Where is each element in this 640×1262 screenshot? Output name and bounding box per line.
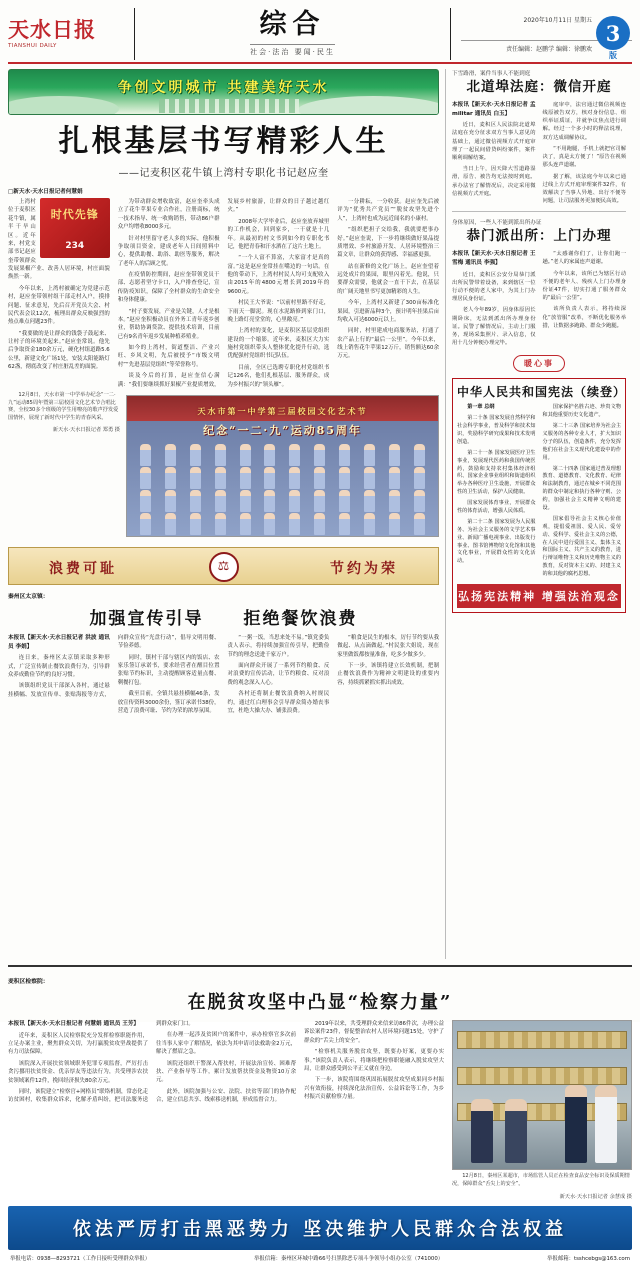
waste-para: 该镇组织党员干部深入各村，通过悬挂横幅、发放宣传单、张贴海报等方式，向群众宣传“光盘行动”，倡导文明用餐、节俭养德。 [8,634,220,698]
market-inspection-photo [452,1020,632,1170]
lead-subhead: ——记麦积区花牛镇上湾村专职化书记赵应奎 [118,168,329,179]
constitution-chapter: 第一章 总纲 [467,404,495,411]
section-title: 综合 [259,9,326,40]
emblem-number: 234 [65,241,85,252]
divider [452,211,626,212]
bottom-para: 该院深入开展扶贫领域职务犯罪专项监督，严厉打击贪污挪用扶贫资金、优亲厚友等违法行为，共受理涉农扶贫领域案件12件，挽回经济损失80余万元。 [8,1060,148,1084]
anti-waste-right-text: 节约为荣 [330,560,398,577]
warm-story-label: 暖心事 [513,355,565,372]
main-column [8,69,446,959]
constitution-article: 国家倡导社会主义核心价值观，提倡爱祖国、爱人民、爱劳动、爱科学、爱社会主义的公德，在人民中进行爱国主义、集体主义和国际主义、共产主义的教育，进行辩证唯物主义和历史唯物主义的教育，反对资本主义的、封建主义的和其他的腐朽思想。 [542,515,621,578]
constitution-title: 中华人民共和国宪法（续登） [457,385,627,400]
page-number-badge: 3 [596,16,630,50]
choir-photo-banner: 天水市第一中学第三届校园文化艺术节 [197,405,368,416]
paper-name-en: TIANSHUI DAILY [8,43,57,50]
page-number-label: 版 [609,51,617,60]
constitution-body [457,404,621,579]
item2-para: 该所负责人表示，将持续深化“放管服”改革，不断优化服务举措，让数据多跑路、群众少跑腿。 [542,306,626,329]
waste-para: 各村还将制止餐饮浪费纳入村规民约，通过红白理事会引导群众简办婚丧事宜，杜绝大操大办、铺张浪费。 [227,691,330,714]
footer-phone: 举报电话：0938—8293721（工作日接听受理群众举报） [10,1256,151,1262]
footer-contact-info [8,1250,632,1262]
lead-para: 2008年大学毕业后，赵应奎放弃城里的工作机会，回到家乡，一干就是十几年。从最初的村文书到如今的专职化书记，他把青春和汗水洒在了这片土地上。 [227,218,330,250]
choir-crowd-decor [127,444,438,536]
item1-body [452,101,626,205]
lead-para: “一个人富不算富，大家富才是真的富。”这是赵应奎常挂在嘴边的一句话。在他的带动下，上湾村村民人均可支配收入由2015年的4800元增长到2019年的9600元。 [227,255,330,295]
waste-para: “粮食是民生的根本，厉行节约要从我做起、从点滴做起。”村民张大姐说，现在家里做饭都按量准备，吃多少做多少。 [337,634,439,658]
choir-photo [126,395,439,537]
lead-headline: 扎根基层书写精彩人生 [58,124,389,159]
item1-para: “不用跑腿，手机上就把官司解决了，真是太方便了！”原告在视频那头连声道谢。 [542,145,626,169]
lead-para: 一分耕耘，一分收获。赵应奎先后被评为“优秀共产党员”“脱贫攻坚先进个人”，上湾村也成为远近闻名的小康村。 [337,199,439,222]
item2-para: 老人今年89岁，因身体原因长期卧床，无法到派出所办理身份证。民警了解情况后，主动上门服务，现场采集照片、录入信息，仅用十几分钟便办理完毕。 [452,307,536,347]
bottom-para: 近年来，麦积区人民检察院充分发挥检察职能作用，立足办案主业，聚焦群众关切，为打赢脱贫攻坚战提供了有力司法保障。 [8,1032,148,1056]
waste-headline-group [8,604,439,629]
paper-logo [8,6,128,62]
constitution-article: 国家保护名胜古迹、珍贵文物和其他重要历史文化遗产。 [542,404,621,419]
section-header [134,8,451,60]
footer-email: 举报邮箱：tsshcebgs@163.com [547,1256,630,1262]
lead-para: 上湾村位于麦积区花牛镇，属半干旱山区。近年来，村党支部书记赵应奎带领群众发展果椒产业、改善人居环境，村庄面貌焕然一新。 [8,199,110,281]
paper-name-cn: 天水日报 [8,16,96,42]
banner-hill-left-decor [8,96,119,115]
banner-hill-right-decor [298,96,439,115]
item2-para: 近日，麦积区公安分局恭门派出所民警带着设备，来到辖区一位行动不便的老人家中，为其上门办理居民身份证。 [452,271,536,303]
item2-para: “太感谢你们了，让你们跑一趟。”老人的家属连声道谢。 [542,251,626,266]
waste-para: 下一步，该镇将建立长效机制，把制止餐饮浪费作为精神文明建设的重要内容，持续抓紧抓实抓出成效。 [337,663,439,686]
lead-body [8,198,439,389]
waste-para: 连日来，秦州区太京镇采取多种形式，广泛宣传制止餐饮浪费行为，引导群众养成勤俭节约的良好习惯。 [8,655,110,678]
choir-caption-block [8,389,120,433]
choir-credit: 新天水·天水日报记者 郑勇 摄 [52,427,120,434]
bottom-byline: 本报讯【新天水·天水日报记者 何慧娟 通讯员 王芳】 [8,1021,140,1027]
lead-para: 在疫情防控期间，赵应奎带领党员干部、志愿者坚守卡口，入户排查登记，宣传防疫知识，保障了全村群众的生命安全和身体健康。 [117,272,220,304]
choir-caption: 12月8日，天水市第一中学举办纪念“一二·九”运动85周年暨第三届校园文化艺术节合唱比赛，全校30多个班级的学生用嘹亮的歌声抒发爱国情怀，展现了新时代中学生的青春风采。 [8,391,119,422]
pioneer-emblem [40,198,110,258]
bottom-photo-block [452,1020,632,1200]
person-decor [471,1099,493,1163]
item2-byline: 本报讯【新天水·天水日报记者 王雪梅 通讯员 李强】 [452,251,536,266]
item2-body [452,250,626,347]
page-body [8,69,632,959]
lead-para: 上湾村的变化，是麦积区基层党组织建设的一个缩影。近年来，麦积区大力实施村党组织带头人整体优化提升行动，选优配强村党组织书记队伍。 [227,328,330,360]
constitution-article: 第二十二条 国家发展为人民服务、为社会主义服务的文学艺术事业、新闻广播电视事业、出版发行事业、图书馆博物馆文化馆和其他文化事业，开展群众性的文化活动。 [457,518,536,565]
item1-para: 近日，麦积区人民法院北道埠法庭在充分征求双方当事人意见的基础上，通过微信视频方式开庭审理了一起民间借贷纠纷案件，案件顺利调解结案。 [452,122,536,161]
bottom-para: 此外，该院加强与公安、法院、扶贫等部门的协作配合，建立信息共享、线索移送机制，形成监督合力。 [156,1088,296,1103]
shelf-decor [457,1067,627,1085]
lead-para: 针对村里留守老人多的实际，他积极争取项目资金，建成老年人日间照料中心，提供助餐、助浴、助医等服务，解决了老年人的后顾之忧。 [117,235,220,267]
item2-headline: 恭门派出所：上门办理 [466,228,612,245]
constitution-article: 国家发展体育事业，开展群众性的体育活动，增强人民体质。 [457,500,536,515]
item2-para: 今年以来，该所已为辖区行动不便的老年人、残疾人上门办理身份证47件，切实打通了服务群众的“最后一公里”。 [542,270,626,302]
lead-para: 如今的上湾村，街道整洁、产业兴旺、乡风文明，先后被授予“市级文明村”“先进基层党组织”等荣誉称号。 [117,345,220,368]
constitution-article: 第二十条 国家发展自然科学和社会科学事业，普及科学和技术知识，奖励科学研究成果和技术发明创造。 [457,415,536,445]
item1-kicker: 下雪路滑，案件当事人不能到庭 [452,71,531,77]
constitution-article: 第二十四条 国家通过普及理想教育、道德教育、文化教育、纪律和法制教育，通过在城乡不同范围的群众中制定和执行各种守则、公约，加强社会主义精神文明的建设。 [542,465,621,512]
chopsticks-bowl-icon: ⚖ [209,552,239,582]
waste-headline-right: 拒绝餐饮浪费 [243,608,358,629]
lead-para: “组织把担子交给我，我就要把事办好。”赵应奎说，下一步将继续做好果品提质增效、乡村旅游开发、人居环境整治三篇文章，让群众的获得感、幸福感更强。 [337,227,439,259]
lead-para: 今年，上湾村又新建了300亩标准化果园，引进新品种3个，预计明年挂果后亩均收入可达6000元以上。 [337,300,439,323]
publication-date: 2020年10月11日 星期五 [523,17,592,24]
banner-buildings-decor [159,99,299,113]
bottom-text-block [8,1020,444,1200]
section-subtitle: 社会·法治 要闻·民生 [250,44,335,57]
bottom-para: 该院还组织干警深入帮扶村，开展法治宣传、困难帮扶、产业指导等工作，累计发放帮扶资金及物资10万余元。 [156,1060,296,1084]
bottom-body [8,1020,444,1105]
item1-byline: 本报讯【新天水·天水日报记者 孟militar 通讯员 白玉】 [452,101,536,117]
bottom-para: 2019年以来，共受理群众来信来访86件次，办理公益诉讼案件23件，督促整治农村人居环境问题15处，守护了群众的“舌尖上的安全”。 [304,1021,444,1044]
shelf-decor [457,1031,627,1049]
bottom-para: 同时，该院建立“检察官+网格员”联络机制，常态化走访贫困村，收集群众诉求，化解矛盾纠纷，把司法服务送到群众家门口。 [8,1021,194,1104]
right-column [446,69,626,959]
constitution-article: 第二十一条 国家发展医疗卫生事业，发展现代医药和我国传统医药，鼓励和支持农村集体经济组织、国家企业事业组织和街道组织举办各种医疗卫生设施，开展群众性的卫生活动，保护人民健康。 [457,449,536,496]
anti-waste-banner [8,547,439,585]
person-decor [595,1085,617,1163]
item1-para: 据了解，该法庭今年以来已通过线上方式开庭审理案件32件，有效解决了当事人异地、出行不便等问题，让司法服务更加便民高效。 [542,173,626,205]
waste-para: 截至目前，全镇共悬挂横幅46条，发放宣传资料3000余份，签订承诺书38份，营造了浪费可耻、节约为荣的浓厚氛围。 [117,691,220,714]
waste-headline-left: 加强宣传引导 [89,608,204,629]
waste-section-label: 秦州区太京镇： [8,593,49,600]
lead-byline: □新天水·天水日报记者何慧娟 [8,189,83,195]
masthead-meta [457,6,632,62]
bottom-para: 下一步，该院将围绕巩固拓展脱贫攻坚成果同乡村振兴有效衔接，持续深化法治宣传、公益诉讼等工作，为乡村振兴贡献检察力量。 [304,1077,444,1100]
bottom-headline: 在脱贫攻坚中凸显“检察力量” [187,992,453,1013]
lead-para: 今年以来，上湾村被确定为党建示范村，赵应奎带领村组干部走村入户，摸排问题、征求意见，先后召开党员大会、村民代表会议12次，梳理出群众反映强烈的热点难点问题23件。 [8,285,110,326]
bottom-section [8,965,632,1200]
lead-para: 为带动群众增收致富，赵应奎牵头成立了花牛苹果专业合作社，注册商标，统一技术指导、统一收购销售，带动86户群众户均增收8000多元。 [117,199,220,231]
bottom-photo-caption: 12月8日，秦州区某超市，市场监管人员正在检查食品安全标识及保质期情况，保障群众“舌尖上的安全”。 [452,1173,630,1187]
waste-para: 面向群众开展了一系列节约粮食、反对浪费的宣传活动，让节约粮食、反对浪费的观念深入人心。 [227,663,330,686]
bottom-para: 在办理一起涉及贫困户的案件中，承办检察官多次前往当事人家中了解情况，依法为其申请司法救助金2万元，解决了燃眉之急。 [156,1032,296,1056]
waste-para: “一粥一饭，当思来处不易。”镇党委负责人表示，将持续加强宣传引导，把勤俭节约的理念送进千家万户。 [227,634,330,658]
waste-body [8,634,439,715]
footer-mailbox: 举报信箱：秦州区环城中路66号扫黑除恶专项斗争领导小组办公室（741000） [254,1256,444,1262]
bottom-para: “检察机关服务脱贫攻坚，既要办好案，更要办实事。”该院负责人表示，将继续把检察职能融入脱贫攻坚大局，让群众感受到公平正义就在身边。 [304,1049,444,1072]
emblem-title: 时代先锋 [50,208,99,221]
waste-para: 同时，镇村干部与辖区内的饭店、农家乐签订承诺书，要求经营者在醒目位置张贴节约标识，主动提醒顾客适量点餐、剩餐打包。 [117,654,220,686]
civilization-banner [8,69,439,115]
warm-story-logo [452,351,626,372]
person-decor [565,1085,587,1163]
item1-headline: 北道埠法庭：微信开庭 [466,79,612,95]
anti-waste-left-text: 浪费可耻 [49,560,117,577]
banner-text: 争创文明城市 共建美好天水 [117,80,330,96]
bottom-grid [8,1020,632,1200]
footer-slogan: 依法严厉打击黑恶势力 坚决维护人民群众合法权益 [72,1219,568,1241]
bottom-photo-credit: 新天水·天水日报记者 余慧成 摄 [559,1194,632,1201]
person-decor [505,1099,527,1163]
editors-line: 责任编辑：赵鹏学 编辑：徐鹏欢 [461,40,632,53]
bottom-section-label: 麦积区检察院： [8,979,49,985]
constitution-article: 第二十三条 国家培养为社会主义服务的各种专业人才，扩大知识分子的队伍，创造条件，充分发挥他们在社会主义现代化建设中的作用。 [542,423,621,461]
lead-para: 站在新修的文化广场上，赵应奎望着远处成片的果园，眼里闪着光。他说，只要群众需要，他就会一直干下去，在基层的广阔天地里书写更加精彩的人生。 [337,263,439,295]
constitution-box [452,378,626,613]
item2-kicker: 身体原因，一些人不能到派出所办证 [452,220,542,227]
constitution-slogan: 弘扬宪法精神 增强法治观念 [457,584,621,608]
lead-para: “我要做的是让群众的钱袋子鼓起来、让村子的环境美起来。”赵应奎常说。他先后争取资金180余万元，硬化村组道路5.6公里，新建文化广场1处，安装太阳能路灯62盏，彻底改变了村庄脏乱差的面貌。 [8,330,110,371]
lead-para: 谈及今后的打算，赵应奎信心满满：“我们要继续抓好果椒产业提质增效，发展乡村旅游，让群众的日子越过越红火。” [117,199,330,388]
choir-photo-subtitle: 纪念“一二·九”运动85周年 [203,423,362,437]
footer-slogan-banner [8,1206,632,1250]
masthead [8,6,632,64]
waste-byline: 本报讯【新天水·天水日报记者 洪波 通讯员 李娟】 [8,634,110,650]
item1-para: 庭审中，法官通过微信视频连线原被告双方，核对身份信息、组织举证质证，并就争议焦点进行调解。经过一个多小时的释法说理，双方达成调解协议。 [542,101,626,141]
lead-para: 村民王大爷说：“以前村里路不好走，下雨天一脚泥。现在水泥路修到家门口，晚上路灯亮堂堂的，心里敞亮。” [227,300,330,323]
lead-para: “村子要发展，产业是关键，人才是根本。”赵应奎积极动员在外务工青年返乡创业，帮助协调贷款、提供技术培训，目前已有9名青年返乡发展种植养殖业。 [117,308,220,340]
lead-para: 目前，全区已选聘专职化村党组织书记126名，他们扎根基层、服务群众，成为乡村振兴的“领头雁”。 [227,364,330,388]
item1-para: 当日上午，因天降大雪道路湿滑，原告、被告均无法按时到庭。承办法官了解情况后，决定采用微信视频方式开庭。 [452,166,536,197]
lead-para: 同时，村里建成电商服务站，打通了农产品上行的“最后一公里”。今年以来，线上销售花牛苹果12万斤，销售额达60余万元。 [337,328,439,360]
